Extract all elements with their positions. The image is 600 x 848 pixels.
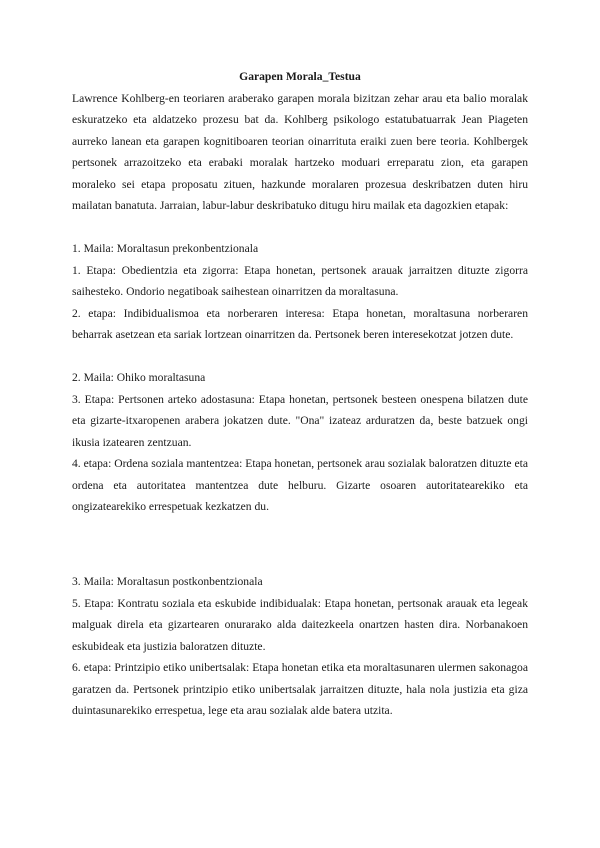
document-body [72, 66, 528, 722]
level-1-heading: 1. Maila: Moraltasun prekonbentzionala [72, 242, 259, 255]
document-title: Garapen Morala_Testua [239, 70, 361, 83]
stage-1-paragraph: 1. Etapa: Obedientzia eta zigorra: Etapa honetan, pertsonek arauak jarraitzen dituzte zigorra saihesteko. Ondorio negatiboak saihestean oinarritzen da moraltasuna. [72, 263, 528, 298]
stage-2-paragraph: 2. etapa: Indibidualismoa eta norberaren interesa: Etapa honetan, moraltasuna norberaren beharrak asetzean eta sariak lortzean oinarritzen da. Pertsonek beren interesekotzat jotzen dute. [72, 306, 528, 341]
level-3-heading: 3. Maila: Moraltasun postkonbentzionala [72, 575, 263, 588]
stage-5-paragraph: 5. Etapa: Kontratu soziala eta eskubide indibidualak: Etapa honetan, pertsonak arauak eta legeak malguak direla eta gizartearen onurarako alda daitezkeela onartzen hasten dira. Norbanakoen eskubideak eta justizia baloratzen dituzte. [72, 596, 528, 653]
stage-6-paragraph: 6. etapa: Printzipio etiko unibertsalak: Etapa honetan etika eta moraltasunaren ulermen sakonagoa garatzen da. Pertsonek printzipio etiko unibertsalak jarraitzen dituzte, hala nola justizia eta giza duintasunarekiko errespetua, lege eta arau sozialak alde batera utzita. [72, 661, 528, 717]
stage-4-paragraph: 4. etapa: Ordena soziala mantentzea: Etapa honetan, pertsonek arau sozialak baloratzen dituzte eta ordena eta autoritatea mantentzea dute helburu. Gizarte osoaren autoritatearekiko eta ongizatearekiko errespetuak kezkatzen du. [72, 457, 528, 513]
level-2-heading: 2. Maila: Ohiko moraltasuna [72, 371, 206, 384]
intro-paragraph: Lawrence Kohlberg-en teoriaren araberako garapen morala bizitzan zehar arau eta balio moralak eskuratzeko eta aldatzeko prozesu bat da. Kohlberg psikologo estatubatuarrak Jean Piageten aurreko lanean eta garapen kognitiboaren teorian oinarrituta eraiki zuen bere teoria. Kohlbergek pertsonek arrazoitzeko eta erabaki moralak hartzeko moduari erreparatu zion, eta garapen moraleko sei etapa proposatu zituen, hazkunde moralaren prozesua deskribatzen duten hiru mailatan banatuta. Jarraian, labur-labur deskribatuko ditugu hiru mailak eta dagozkien etapak: [72, 91, 528, 212]
stage-3-paragraph: 3. Etapa: Pertsonen arteko adostasuna: Etapa honetan, pertsonek besteen onespena bilatzen dute eta gizarte-itxaropenen arabera jokatzen dute. "Ona" izateaz arduratzen da, beste batzuek ongi ikusia izatearen zentzuan. [72, 392, 528, 449]
